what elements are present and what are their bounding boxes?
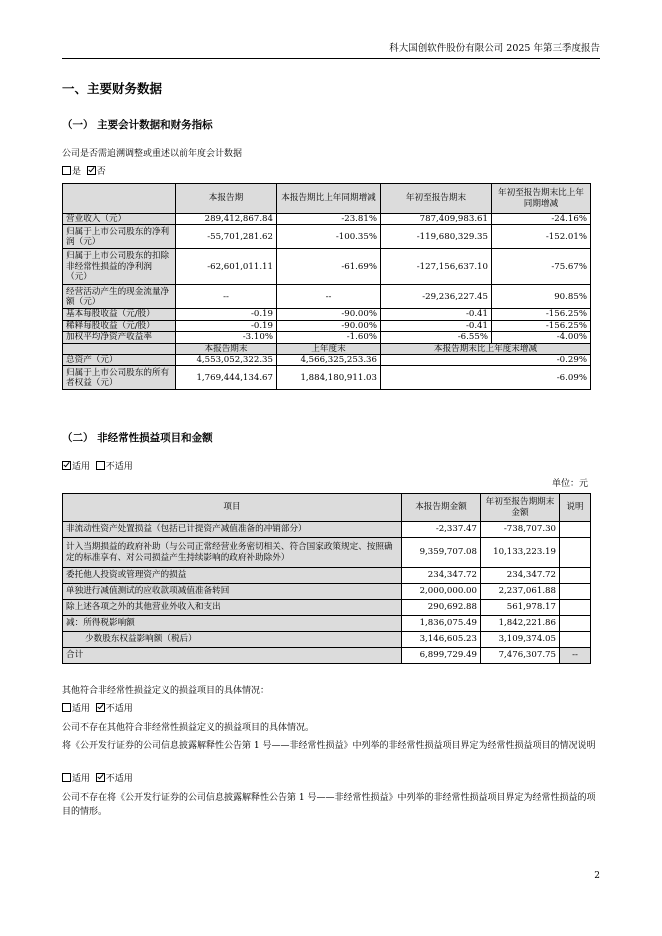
table-row [63,616,591,632]
row-label: 除上述各项之外的其他营业外收入和支出 [63,600,402,616]
row-label: 减：所得税影响额 [63,616,402,632]
checkbox-apply[interactable] [62,461,71,470]
table-row [63,285,591,309]
cell: -0.41 [381,309,492,320]
note-2: 公司不存在其他符合非经常性损益定义的损益项目的具体情况。 [62,723,315,733]
option-apply-label: 适用 [72,704,91,714]
table-header-row [63,184,591,214]
cell: 561,978.17 [481,600,560,616]
cell: -152.01% [492,225,591,249]
row-label: 少数股东权益影响额（税后） [63,632,402,648]
header-cell: 本报告期末比上年度末增减 [381,343,591,354]
header-cell: 本报告期比上年同期增减 [277,184,381,214]
cell: 9,359,707.08 [402,538,481,568]
cell: -90.00% [277,320,381,331]
section-title: 一、主要财务数据 [62,81,163,96]
option-apply-label: 适用 [72,462,91,472]
row-label: 合计 [63,648,402,664]
cell: -156.25% [492,320,591,331]
cell: -119,680,329.35 [381,225,492,249]
cell: -0.41 [381,320,492,331]
checkbox-not-apply[interactable] [96,703,105,712]
table-header-row [63,494,591,522]
financial-data-table [62,183,591,390]
cell: 290,692.88 [402,600,481,616]
cell [560,568,591,584]
note-3: 将《公开发行证券的公司信息披露解释性公告第 1 号——非经常性损益》中列举的非经常性损益项目界定为经常性损益项目的情况说明 [62,741,596,751]
apply-options-2 [62,702,133,716]
option-not-apply-label: 不适用 [105,774,133,784]
cell: -23.81% [277,214,381,225]
header-cell: 本报告期 [176,184,277,214]
cell: -61.69% [277,249,381,285]
row-label: 经营活动产生的现金流量净额（元） [63,285,176,309]
note-4: 公司不存在将《公开发行证券的公司信息披露解释性公告第 1 号——非经常性损益》中列举的非经常性损益项目界定为经常性损益的项目的情形。 [62,793,596,817]
table-row [63,632,591,648]
cell: -3.10% [176,332,277,343]
cell: -29,236,227.45 [381,285,492,309]
cell: 787,409,983.61 [381,214,492,225]
cell: -100.35% [277,225,381,249]
option-yes-label: 是 [72,167,82,177]
table-row [63,366,591,390]
cell [560,600,591,616]
cell: -24.16% [492,214,591,225]
row-label: 归属于上市公司股东的净利润（元） [63,225,176,249]
row-label: 归属于上市公司股东的所有者权益（元） [63,366,176,390]
cell: 2,237,061.88 [481,584,560,600]
page-number: 2 [594,871,600,881]
apply-options-1 [62,460,133,474]
header-cell: 本报告期金额 [402,494,481,522]
cell: 1,842,221.86 [481,616,560,632]
checkbox-no[interactable] [87,166,96,175]
apply-options-3 [62,772,133,786]
cell: -62,601,011.11 [176,249,277,285]
cell: -75.67% [492,249,591,285]
cell [560,538,591,568]
table-row [63,522,591,538]
table-row [63,214,591,225]
row-label: 非流动性资产处置损益（包括已计提资产减值准备的冲销部分） [63,522,402,538]
cell: -0.29% [381,355,591,366]
table-row [63,249,591,285]
cell: 3,109,374.05 [481,632,560,648]
table-row [63,584,591,600]
cell: -2,337.47 [402,522,481,538]
option-no-label: 否 [96,167,106,177]
row-label: 基本每股收益（元/股） [63,309,176,320]
table-row [63,309,591,320]
cell: -156.25% [492,309,591,320]
cell: -738,707.30 [481,522,560,538]
cell [560,584,591,600]
header-cell: 本报告期末 [176,343,277,354]
checkbox-not-apply[interactable] [96,461,105,470]
table-row [63,225,591,249]
row-label: 稀释每股收益（元/股） [63,320,176,331]
cell: 1,884,180,911.03 [277,366,381,390]
cell [560,522,591,538]
row-label: 加权平均净资产收益率 [63,332,176,343]
page-header: 科大国创软件股份有限公司 2025 年第三季度报告 [389,43,600,54]
header-cell [63,184,176,214]
header-cell: 项目 [63,494,402,522]
cell: -0.19 [176,320,277,331]
checkbox-yes[interactable] [62,166,71,175]
cell: 3,146,605.23 [402,632,481,648]
checkbox-apply[interactable] [62,773,71,782]
subsection-title-2: （二） 非经常性损益项目和金额 [62,432,213,444]
cell: 4,553,052,322.35 [176,355,277,366]
cell: 1,769,444,134.67 [176,366,277,390]
cell [560,632,591,648]
cell: 4,566,325,253.36 [277,355,381,366]
table-row [63,600,591,616]
header-cell: 说明 [560,494,591,522]
cell: -127,156,637.10 [381,249,492,285]
cell: -4.00% [492,332,591,343]
row-label: 委托他人投资或管理资产的损益 [63,568,402,584]
cell: -- [560,648,591,664]
restate-question: 公司是否需追溯调整或重述以前年度会计数据 [62,149,243,159]
header-cell: 年初至报告期期末金额 [481,494,560,522]
unit-label: 单位：元 [551,479,588,489]
table-row [63,355,591,366]
header-cell: 年初至报告期末 [381,184,492,214]
header-cell: 上年度末 [277,343,381,354]
cell: 234,347.72 [402,568,481,584]
cell: 7,476,307.75 [481,648,560,664]
subsection-title-1: （一） 主要会计数据和财务指标 [62,119,213,131]
cell: 6,899,729.49 [402,648,481,664]
row-label: 计入当期损益的政府补助（与公司正常经营业务密切相关、符合国家政策规定、按照确定的标准享有、对公司损益产生持续影响的政府补助除外） [63,538,402,568]
table-row [63,332,591,343]
row-label: 总资产（元） [63,355,176,366]
row-label: 归属于上市公司股东的扣除非经常性损益的净利润（元） [63,249,176,285]
row-label: 营业收入（元） [63,214,176,225]
cell: -1.60% [277,332,381,343]
cell: 234,347.72 [481,568,560,584]
restate-options [62,165,106,179]
table-row [63,538,591,568]
checkbox-apply[interactable] [62,703,71,712]
cell: -6.09% [381,366,591,390]
note-1: 其他符合非经常性损益定义的损益项目的具体情况： [62,686,270,696]
table-row [63,568,591,584]
cell: -6.55% [381,332,492,343]
header-cell: 年初至报告期末比上年同期增减 [492,184,591,214]
header-cell [63,343,176,354]
cell: 90.85% [492,285,591,309]
cell: -- [277,285,381,309]
option-not-apply-label: 不适用 [105,462,133,472]
cell [560,616,591,632]
cell: 2,000,000.00 [402,584,481,600]
row-label: 单独进行减值测试的应收款项减值准备转回 [63,584,402,600]
cell: -90.00% [277,309,381,320]
table-header-row-2 [63,343,591,354]
checkbox-not-apply[interactable] [96,773,105,782]
table-total-row [63,648,591,664]
non-recurring-table [62,493,591,664]
cell: -- [176,285,277,309]
cell: 10,133,223.19 [481,538,560,568]
cell: -55,701,281.62 [176,225,277,249]
cell: -0.19 [176,309,277,320]
option-apply-label: 适用 [72,774,91,784]
option-not-apply-label: 不适用 [105,704,133,714]
table-row [63,320,591,331]
cell: 289,412,867.84 [176,214,277,225]
cell: 1,836,075.49 [402,616,481,632]
header-divider [62,58,600,59]
